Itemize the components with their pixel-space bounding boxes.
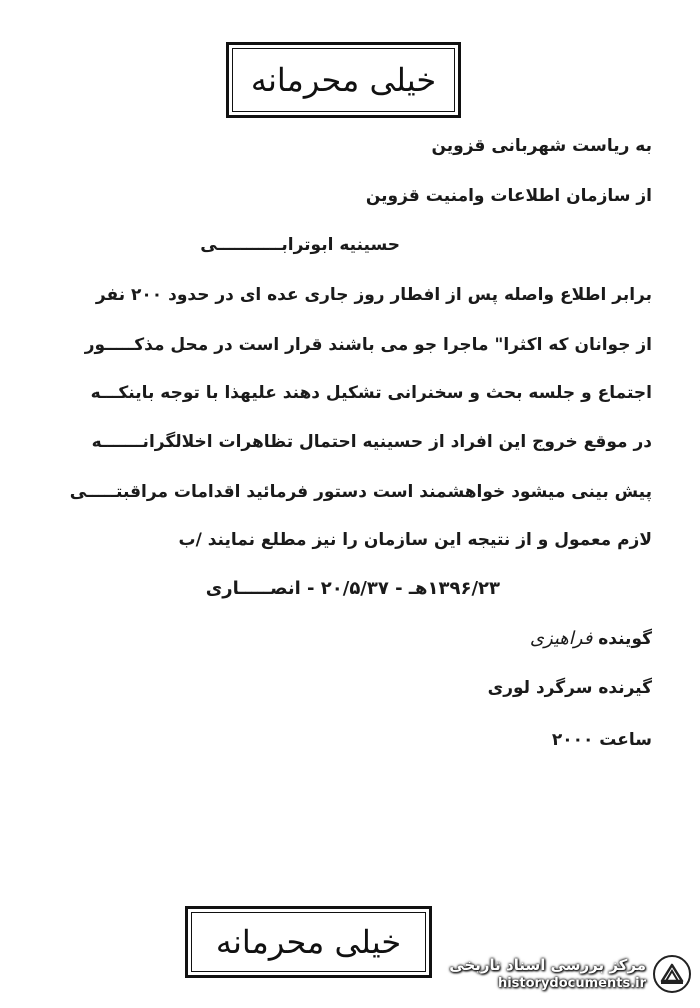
watermark-title: مرکز بررسی اسناد تاریخی	[449, 956, 646, 974]
subject-line: حسینیه ابوترابـــــــــــی	[200, 235, 400, 255]
watermark	[402, 948, 692, 1000]
teller-label: گوینده	[598, 629, 652, 649]
body-line: پیش بینی میشود خواهشمند است دستور فرمائید اقدامات مراقبتـــــی	[69, 482, 652, 502]
classification-stamp-top	[226, 42, 461, 118]
watermark-text	[449, 955, 646, 993]
watermark-url: historydocuments.ir	[497, 976, 646, 991]
body-line: لازم معمول و از نتیجه این سازمان را نیز مطلع نمایند /ب	[178, 530, 652, 550]
archive-logo-icon	[652, 954, 692, 994]
time-line: ساعت ۲۰۰۰	[551, 730, 652, 750]
classification-stamp-bottom-text: خیلی محرمانه	[215, 923, 402, 961]
date-reference-line: ۱۳۹۶/۲۳هـ - ۲۰/۵/۳۷ - انصـــــاری	[205, 578, 500, 599]
classification-stamp-top-text: خیلی محرمانه	[250, 61, 437, 99]
sender-line: از سازمان اطلاعات وامنیت قزوین	[365, 186, 652, 206]
body-line: از جوانان که اکثرا" ماجرا جو می باشند قرار است در محل مذکـــــور	[84, 335, 652, 355]
teller-signature: فراهیزی	[529, 628, 593, 649]
body-line: اجتماع و جلسه بحث و سخنرانی تشکیل دهند علیهذا با توجه باینکـــه	[90, 383, 652, 403]
receiver-line: گیرنده سرگرد لوری	[487, 678, 652, 698]
classification-stamp-bottom	[185, 906, 432, 978]
teller-line	[530, 628, 652, 649]
body-line: برابر اطلاع واصله پس از افطار روز جاری عده ای در حدود ۲۰۰ نفر	[95, 285, 652, 305]
body-line: در موقع خروج این افراد از حسینیه احتمال تظاهرات اخلالگرانـــــــه	[91, 432, 652, 452]
recipient-line: به ریاست شهربانی قزوین	[431, 136, 652, 156]
